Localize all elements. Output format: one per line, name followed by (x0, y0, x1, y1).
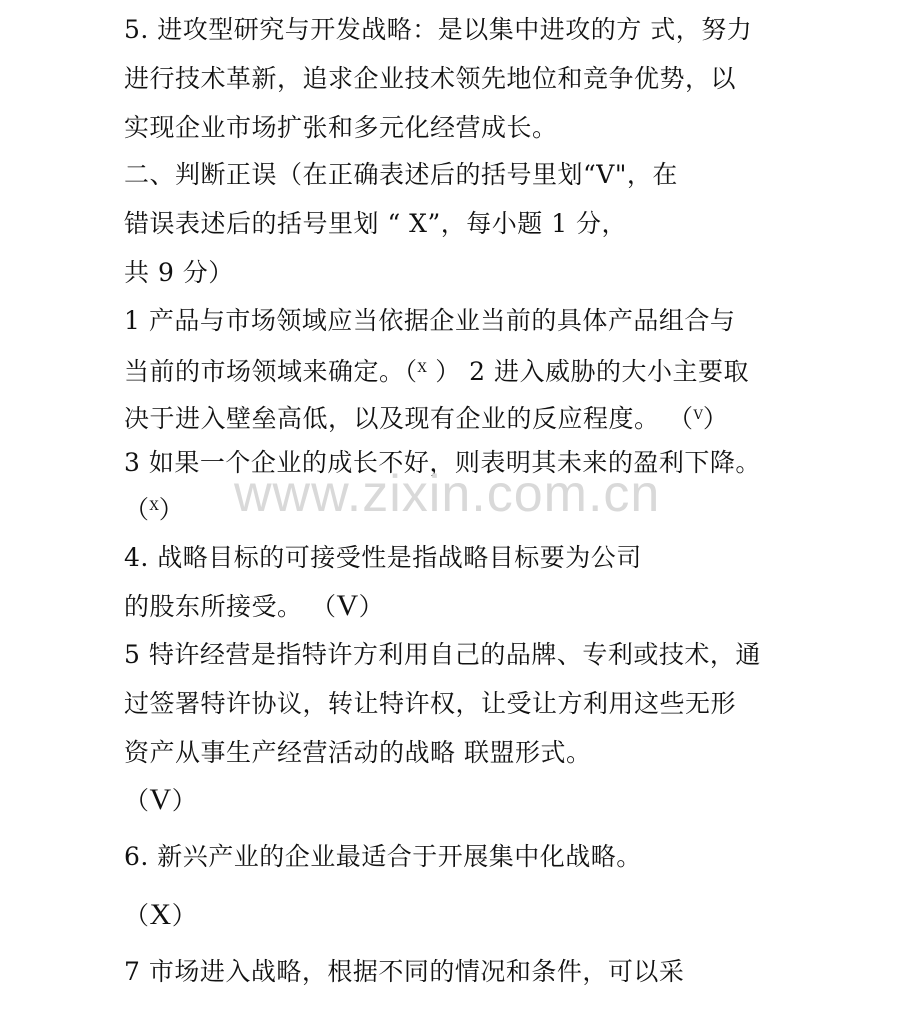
question-1-answer-line (124, 352, 749, 389)
question-3-answer-line (124, 490, 184, 527)
question-4: 4. 战略目标的可接受性是指战略目标要为公司 (124, 543, 642, 572)
text-segment: ） (158, 495, 185, 524)
text-line: 错误表述后的括号里划 “ X”，每小题 1 分， (124, 209, 628, 238)
text-line: 资产从事生产经营活动的战略 联盟形式。 (124, 738, 592, 767)
answer-mark: V (149, 783, 172, 816)
text-line: 共 9 分） (124, 258, 234, 287)
text-line: 5. 进攻型研究与开发战略：是以集中进攻的方 式，努力 (124, 15, 753, 44)
section-heading: 二、判断正误（在正确表述后的括号里划“V"，在 (124, 160, 678, 189)
text-segment: ） 2 进入威胁的大小主要取 (426, 357, 750, 386)
answer-mark: V (336, 589, 359, 622)
text-line: 过签署特许协议，转让特许权，让受让方利用这些无形 (124, 689, 737, 718)
question-6: 6. 新兴产业的企业最适合于开展集中化战略。 (124, 842, 642, 871)
question-7: 7 市场进入战略，根据不同的情况和条件，可以采 (124, 957, 685, 986)
text-line: 进行技术革新，追求企业技术领先地位和竞争优势，以 (124, 64, 737, 93)
text-segment: （ (124, 901, 150, 930)
question-3: 3 如果一个企业的成长不好，则表明其未来的盈利下降。 (124, 448, 761, 477)
text-segment: （ (124, 495, 150, 524)
question-5-answer-line (124, 783, 197, 818)
question-1: 1 产品与市场领域应当依据企业当前的具体产品组合与 (124, 306, 736, 335)
answer-mark: V (693, 408, 703, 423)
text-segment: 的股东所接受。 （ (124, 592, 337, 621)
answer-mark: X (417, 361, 427, 376)
question-5: 5 特许经营是指特许方利用自己的品牌、专利或技术，通 (124, 640, 761, 669)
answer-mark: X (149, 898, 172, 931)
text-segment: 当前的市场领域来确定。（ (124, 357, 418, 386)
text-segment: ） (702, 404, 729, 433)
text-line: 实现企业市场扩张和多元化经营成长。 (124, 113, 558, 142)
text-segment: （ (124, 786, 150, 815)
question-2-answer-line (124, 399, 728, 436)
text-segment: ） (358, 592, 385, 621)
question-6-answer-line (124, 898, 197, 933)
watermark: www.zixin.com.cn (234, 465, 661, 523)
answer-mark: X (149, 499, 159, 514)
text-segment: ） (171, 786, 198, 815)
text-segment: ） (171, 901, 198, 930)
question-4-answer-line (124, 589, 384, 624)
text-segment: 决于进入壁垒高低，以及现有企业的反应程度。 （ (124, 404, 694, 433)
